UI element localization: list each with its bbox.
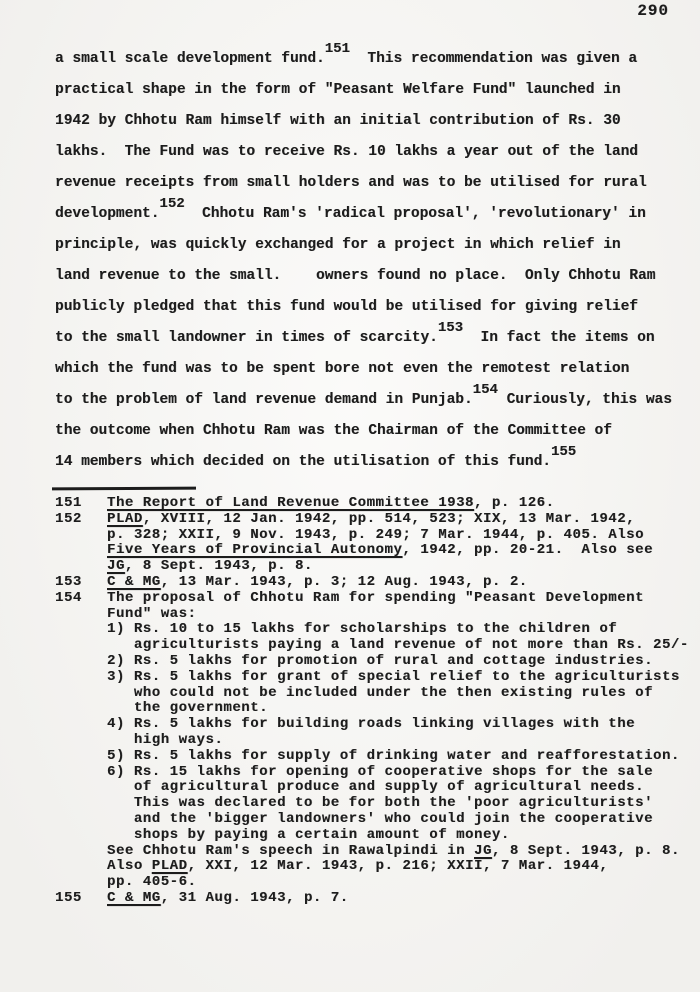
text-run: to the small landowner in times of scarcity. xyxy=(55,330,438,346)
text-run: development. xyxy=(55,206,160,222)
text-run: who could not be included under the then existing rules of xyxy=(107,684,654,701)
text-run: Fund" was: xyxy=(107,605,197,622)
body-line xyxy=(55,292,685,323)
footnote-text xyxy=(107,891,700,907)
footnote-number xyxy=(55,765,107,781)
footnote-number: 153 xyxy=(55,573,82,590)
footnote-text xyxy=(107,543,700,559)
footnote-text xyxy=(107,875,700,891)
footnote-text xyxy=(107,765,700,781)
text-run: the outcome when Chhotu Ram was the Chairman of the Committee of xyxy=(55,423,612,439)
citation-underlined: JG xyxy=(474,842,492,859)
footnote-line xyxy=(55,875,700,891)
footnote-line xyxy=(55,607,700,623)
footnote-line xyxy=(55,733,700,749)
footnote-number xyxy=(55,559,107,575)
citation-underlined: C & MG xyxy=(107,573,161,590)
text-run: 5) Rs. 5 lakhs for supply of drinking water and reafforestation. xyxy=(107,747,680,764)
footnote-number xyxy=(55,543,107,559)
footnote-text xyxy=(107,622,700,638)
footnote-line xyxy=(55,638,700,654)
citation-underlined: PLAD xyxy=(107,510,143,527)
footnote-ref-superscript: 152 xyxy=(159,196,185,212)
footnote-number xyxy=(55,638,107,654)
footnote-text xyxy=(107,670,700,686)
footnote-text xyxy=(107,844,700,860)
text-run: and the 'bigger landowners' who could join the cooperative xyxy=(107,810,654,827)
footnote-number xyxy=(55,875,107,891)
footnote-number: 155 xyxy=(55,889,82,906)
footnote-number xyxy=(55,844,107,860)
text-run: a small scale development fund. xyxy=(55,51,325,67)
text-run: to the problem of land revenue demand in Punjab. xyxy=(55,392,473,408)
footnote-line xyxy=(55,591,700,607)
text-run: 1) Rs. 10 to 15 lakhs for scholarships to the children of xyxy=(107,621,618,638)
text-run: practical shape in the form of "Peasant Welfare Fund" launched in xyxy=(55,82,621,98)
footnote-text xyxy=(107,796,700,812)
footnote-number: 151 xyxy=(55,495,82,511)
text-run: Curiously, this was xyxy=(497,392,672,408)
body-line xyxy=(55,75,685,106)
footnote-text xyxy=(107,733,700,749)
footnote-number xyxy=(55,686,107,702)
body-line xyxy=(55,168,685,199)
footnote-number xyxy=(55,701,107,717)
body-line xyxy=(55,106,685,137)
footnote-text xyxy=(107,654,700,670)
footnote-line xyxy=(55,891,700,907)
footnote-ref-superscript: 153 xyxy=(437,320,464,336)
footnote-number xyxy=(55,796,107,812)
footnote-text xyxy=(107,701,700,717)
footnote-line xyxy=(55,749,700,765)
text-run: 3) Rs. 5 lakhs for grant of special relief to the agriculturists xyxy=(107,668,680,685)
footnote-text xyxy=(107,575,700,591)
body-line xyxy=(55,230,685,261)
footnote-ref-superscript: 151 xyxy=(324,41,350,57)
footnote-line xyxy=(55,670,700,686)
footnote-line xyxy=(55,859,700,875)
text-run: 6) Rs. 15 lakhs for opening of cooperative shops for the sale xyxy=(107,763,654,780)
text-run: Also xyxy=(107,858,152,875)
footnote-ref-superscript: 155 xyxy=(550,444,577,460)
text-run: revenue receipts from small holders and was to be utilised for rural xyxy=(55,175,647,191)
text-run: principle, was quickly exchanged for a project in which relief in xyxy=(55,237,621,253)
text-run: high ways. xyxy=(107,731,224,748)
body-line xyxy=(55,41,685,75)
text-run: publicly pledged that this fund would be utilised for giving relief xyxy=(55,299,638,315)
body-line xyxy=(55,382,685,416)
text-run: 1942 by Chhotu Ram himself with an initial contribution of Rs. 30 xyxy=(55,113,621,129)
footnote-number: 152 xyxy=(55,510,82,527)
text-run: , XXI, 12 Mar. 1943, p. 216; XXII, 7 Mar. 1944, xyxy=(187,858,609,875)
footnote-text xyxy=(107,859,700,875)
citation-underlined: PLAD xyxy=(151,858,188,875)
text-run: Chhotu Ram's 'radical proposal', 'revolutionary' in xyxy=(184,206,646,222)
footnote-text xyxy=(107,686,700,702)
footnote-text xyxy=(107,496,700,512)
footnote-number xyxy=(55,780,107,796)
footnote-number xyxy=(55,607,107,623)
footnote-line xyxy=(55,654,700,670)
footnote-line xyxy=(55,622,700,638)
footnote-number xyxy=(55,749,107,765)
text-run: This was declared to be for both the 'poor agriculturists' xyxy=(107,795,654,812)
body-line xyxy=(55,196,685,230)
footnote-number xyxy=(55,828,107,844)
text-run: , p. 126. xyxy=(474,495,555,511)
text-run: of agricultural produce and supply of agricultural needs. xyxy=(107,779,645,796)
footnote-separator-rule xyxy=(52,487,196,491)
footnote-line xyxy=(55,686,700,702)
footnote-line xyxy=(55,543,700,559)
text-run: agriculturists paying a land revenue of not more than Rs. 25/- xyxy=(107,637,689,654)
text-run: pp. 405-6. xyxy=(107,874,197,891)
footnote-text xyxy=(107,528,700,544)
footnote-number xyxy=(55,859,107,875)
body-paragraph xyxy=(55,41,685,478)
footnote-text xyxy=(107,717,700,733)
footnote-line xyxy=(55,528,700,544)
text-run: , 31 Aug. 1943, p. 7. xyxy=(160,889,349,906)
footnote-line xyxy=(55,701,700,717)
text-run: , 8 Sept. 1943, p. 8. xyxy=(124,558,313,575)
text-run: shops by paying a certain amount of money. xyxy=(107,826,510,843)
citation-underlined: JG xyxy=(107,558,125,575)
text-run: 4) Rs. 5 lakhs for building roads linking villages with the xyxy=(107,716,636,733)
footnote-number xyxy=(55,528,107,544)
footnote-line xyxy=(55,496,700,512)
footnote-text xyxy=(107,638,700,654)
footnote-text xyxy=(107,591,700,607)
footnotes-section xyxy=(55,496,700,907)
body-line xyxy=(55,320,685,354)
text-run: , XVIII, 12 Jan. 1942, pp. 514, 523; XIX, 13 Mar. 1942, xyxy=(142,510,636,527)
footnote-number xyxy=(55,670,107,686)
footnote-line xyxy=(55,796,700,812)
body-line xyxy=(55,354,685,385)
footnote-line xyxy=(55,780,700,796)
text-run: See Chhotu Ram's speech in Rawalpindi in xyxy=(107,842,475,859)
footnote-text xyxy=(107,780,700,796)
citation-underlined: The Report of Land Revenue Committee 1938 xyxy=(107,495,475,511)
text-run: lakhs. The Fund was to receive Rs. 10 lakhs a year out of the land xyxy=(55,144,638,160)
text-run: 2) Rs. 5 lakhs for promotion of rural and cottage industries. xyxy=(107,652,654,669)
footnote-number xyxy=(55,733,107,749)
footnote-line xyxy=(55,828,700,844)
text-run: 14 members which decided on the utilisation of this fund. xyxy=(55,454,551,470)
footnote-ref-superscript: 154 xyxy=(472,382,498,398)
footnote-number xyxy=(55,717,107,733)
footnote-number: 154 xyxy=(55,589,82,606)
footnote-text xyxy=(107,512,700,528)
text-run: , 13 Mar. 1943, p. 3; 12 Aug. 1943, p. 2. xyxy=(160,573,528,590)
footnote-text xyxy=(107,749,700,765)
footnote-text xyxy=(107,828,700,844)
footnote-text xyxy=(107,559,700,575)
printed-page-number: 290 xyxy=(637,2,669,20)
footnote-line xyxy=(55,717,700,733)
footnote-line xyxy=(55,512,700,528)
text-run: This recommendation was given a xyxy=(349,51,638,67)
footnote-text xyxy=(107,812,700,828)
body-line xyxy=(55,444,685,478)
body-line xyxy=(55,261,685,292)
body-line xyxy=(55,416,685,447)
footnote-line xyxy=(55,575,700,591)
footnote-number xyxy=(55,812,107,828)
body-line xyxy=(55,137,685,168)
text-run: which the fund was to be spent bore not even the remotest relation xyxy=(55,361,630,377)
text-run: land revenue to the small. owners found no place. Only Chhotu Ram xyxy=(55,268,656,284)
footnote-number xyxy=(55,654,107,670)
footnote-line xyxy=(55,844,700,860)
text-run: the government. xyxy=(107,700,269,717)
footnote-number xyxy=(55,622,107,638)
footnote-line xyxy=(55,559,700,575)
citation-underlined: C & MG xyxy=(107,889,161,906)
text-run: In fact the items on xyxy=(463,330,655,346)
footnote-line xyxy=(55,765,700,781)
text-run: p. 328; XXII, 9 Nov. 1943, p. 249; 7 Mar. 1944, p. 405. Also xyxy=(107,526,645,543)
footnote-text xyxy=(107,607,700,623)
text-run: The proposal of Chhotu Ram for spending "Peasant Development xyxy=(107,589,645,606)
text-run: , 1942, pp. 20-21. Also see xyxy=(402,542,654,559)
footnote-line xyxy=(55,812,700,828)
text-run: , 8 Sept. 1943, p. 8. xyxy=(491,842,680,859)
citation-underlined: Five Years of Provincial Autonomy xyxy=(107,542,403,559)
